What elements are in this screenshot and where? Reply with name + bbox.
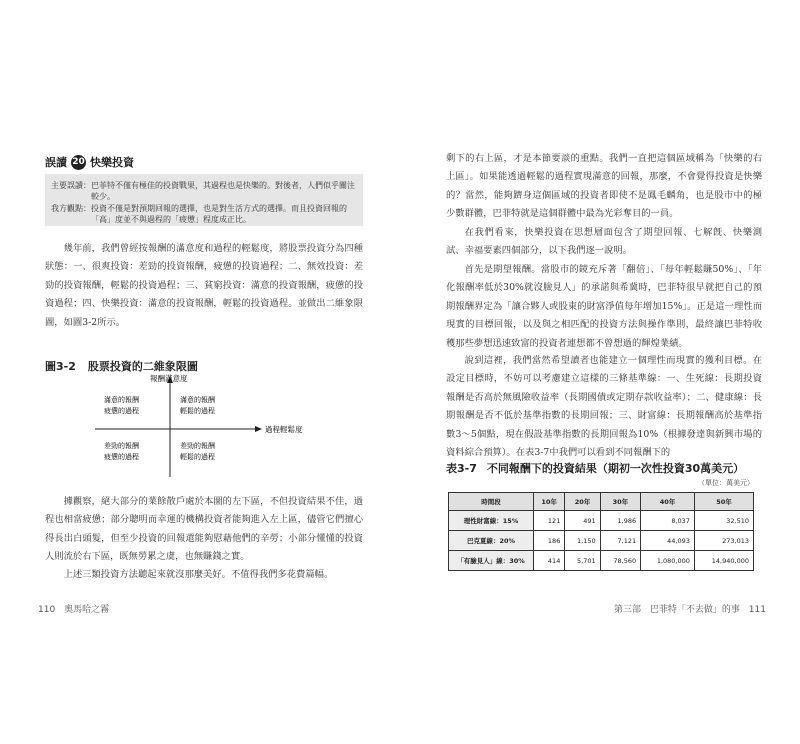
results-table — [448, 492, 754, 571]
table-row — [449, 531, 754, 551]
table-number: 表3-7 — [446, 462, 477, 475]
myth-row-label: 主要誤讀： — [51, 181, 91, 190]
quadrant-bottom-right-line1: 差勁的報酬 — [180, 442, 215, 450]
table-row-label: 巴克夏線：20% — [449, 531, 534, 551]
page-number: 110 — [38, 605, 56, 615]
table-cell: 186 — [534, 531, 565, 551]
table-cell: 7,121 — [600, 531, 641, 551]
table-header-cell: 時間段 — [449, 493, 534, 511]
page-number: 111 — [748, 605, 766, 615]
table-cell: 121 — [534, 511, 565, 531]
quadrant-top-left-line2: 疲憊的過程 — [104, 407, 139, 415]
figure-number: 圖3-2 — [45, 360, 76, 373]
quadrant-top-right-line2: 輕鬆的過程 — [180, 407, 215, 415]
body-paragraph: 首先是期望報酬。當股市的鏡充斥著「翻倍」、「每年輕鬆賺50%」、「年化報酬率低於30%就沒臉見人」的承諾與希冀時，巴菲特很早就把自己的預期報酬界定為「讓合夥人或股東的財富淨值每年增加15%」。正是這一理性而現實的目標回報，以及與之相匹配的投資方法與操作準則，最終讓巴菲特收穫那些夢想迅速致富的投資者連想都不曾想過的輝煌業績。 — [446, 264, 762, 349]
table-cell: 44,093 — [641, 531, 695, 551]
body-paragraph: 上述三類投資方法聽起來就沒那麼美好。不值得我們多花費篇幅。 — [63, 569, 334, 580]
table-caption: 不同報酬下的投資結果（期初一次性投資30萬美元） — [486, 462, 745, 475]
table-header-cell: 50年 — [694, 493, 753, 511]
myth-row-main — [51, 180, 359, 202]
table-cell: 1,986 — [600, 511, 641, 531]
part-label: 第三部 — [614, 605, 642, 615]
table-cell: 414 — [534, 551, 565, 571]
table-row — [449, 551, 754, 571]
myth-row-view — [51, 203, 359, 225]
table-row-label: 「有臉見人」線：30% — [449, 551, 534, 571]
quadrant-bottom-left-line2: 疲憊的過程 — [104, 453, 139, 461]
table-header-cell: 20年 — [565, 493, 600, 511]
myth-number-badge: 20 — [71, 155, 86, 170]
right-footer — [614, 602, 766, 615]
table-cell: 32,510 — [694, 511, 753, 531]
table-header-row — [449, 493, 754, 511]
body-paragraph: 據觀察，絕大部分的業餘散戶處於本圖的左下區，不但投資結果不佳，過程也相當疲憊；部分聰明而幸運的機構投資者能夠進入左上區，儘管它們擅心得長出白頭髮，但至少投資的回報還能夠慰藉他們的辛勞；小部分懂懂的投資人則流於右下區，既無勞累之虞，也無賺錢之實。 — [45, 496, 363, 563]
table-cell: 1,080,000 — [641, 551, 695, 571]
myth-title: 快樂投資 — [90, 156, 134, 169]
myth-label: 誤讀 — [45, 156, 67, 169]
table-header-cell: 40年 — [641, 493, 695, 511]
left-footer — [38, 602, 109, 615]
left-page — [40, 140, 375, 630]
book-title: 奧馬哈之霧 — [64, 605, 110, 615]
myth-summary-box — [45, 174, 363, 226]
myth-row-text: 投資不僅是對預期回報的選擇，也是對生活方式的選擇。而且投資回報的「高」度並不與過程的「疲憊」程度成正比。 — [91, 204, 347, 224]
quadrant-top-left-line1: 滿意的報酬 — [104, 396, 139, 404]
myth-row-text: 巴菲特不僅有極佳的投資戰果，其過程也是快樂的。對後者，人們似乎關注較少。 — [91, 181, 355, 201]
x-axis-arrow — [255, 426, 262, 432]
table-cell: 14,940,000 — [694, 551, 753, 571]
quadrant-diagram — [90, 372, 330, 482]
table-cell: 1,150 — [565, 531, 600, 551]
table-header-cell: 10年 — [534, 493, 565, 511]
table-header-cell: 30年 — [600, 493, 641, 511]
part-title: 巴菲特「不去做」的事 — [649, 605, 740, 615]
quadrant-bottom-right-line2: 輕鬆的過程 — [180, 453, 215, 461]
figure-caption: 股票投資的二維象限圖 — [87, 360, 198, 373]
table-cell: 491 — [565, 511, 600, 531]
myth-header — [45, 154, 134, 170]
body-paragraph: 幾年前，我們曾經按報酬的滿意度和過程的輕鬆度，將股票投資分為四種狀態：一、很爽投資：差勁的投資報酬，疲憊的投資過程；二、無效投資：差勁的投資報酬，輕鬆的投資過程；三、貧窮投資：滿意的投資報酬，疲憊的投資過程；四、快樂投資：滿意的投資報酬，輕鬆的投資過程。並做出二維象限圖，如圖3-2所示。 — [45, 243, 363, 328]
table-cell: 273,013 — [694, 531, 753, 551]
table-row — [449, 511, 754, 531]
myth-row-label: 我方觀點： — [51, 204, 91, 213]
x-axis-label: 過程輕鬆度 — [265, 425, 303, 434]
right-page — [442, 140, 770, 630]
y-axis-label: 報酬滿意度 — [150, 374, 188, 383]
table-row-label: 理性財富線：15% — [449, 511, 534, 531]
body-paragraph: 說到這裡，我們當然希望讀者也能建立一個理性而現實的獲利目標。在設定目標時，不妨可以考慮建立這樣的三條基準線：一、生死線：長期投資報酬是否高於無風險收益率（長期國債或定期存款收益率）；二、健康線：長期報酬是否不低於基準指數的長期回報；三、財富線：長期報酬高於基準指數3～5個點，現在假設基準指數的長期回報為10%（根據發達與新興市場的資料綜合預算）。在表3-7中我們可以看到不同報酬下的 — [446, 355, 762, 459]
quadrant-bottom-left-line1: 差勁的報酬 — [104, 442, 139, 450]
table-cell: 8,037 — [641, 511, 695, 531]
table-cell: 5,701 — [565, 551, 600, 571]
quadrant-top-right-line1: 滿意的報酬 — [180, 396, 215, 404]
body-paragraph: 剩下的右上區，才是本節要談的重點。我們一直把這個區域稱為「快樂的右上區」。如果能透過輕鬆的過程實現滿意的回報，那麼，不會覺得投資是快樂的？當然，能夠躋身這個區域的投資者即使不是鳳毛麟角，也是股市中的極少數群體，巴菲特就是這個群體中最為光彩奪目的一員。 — [446, 153, 762, 220]
body-paragraph: 在我們看來，快樂投資在思想層面包含了期望回報、七解旣、快樂測試、幸福要素四個部分，以下我們逐一說明。 — [446, 227, 762, 257]
table-cell: 78,560 — [600, 551, 641, 571]
table-unit: （單位：萬美元） — [698, 479, 754, 487]
table-title — [446, 460, 754, 476]
